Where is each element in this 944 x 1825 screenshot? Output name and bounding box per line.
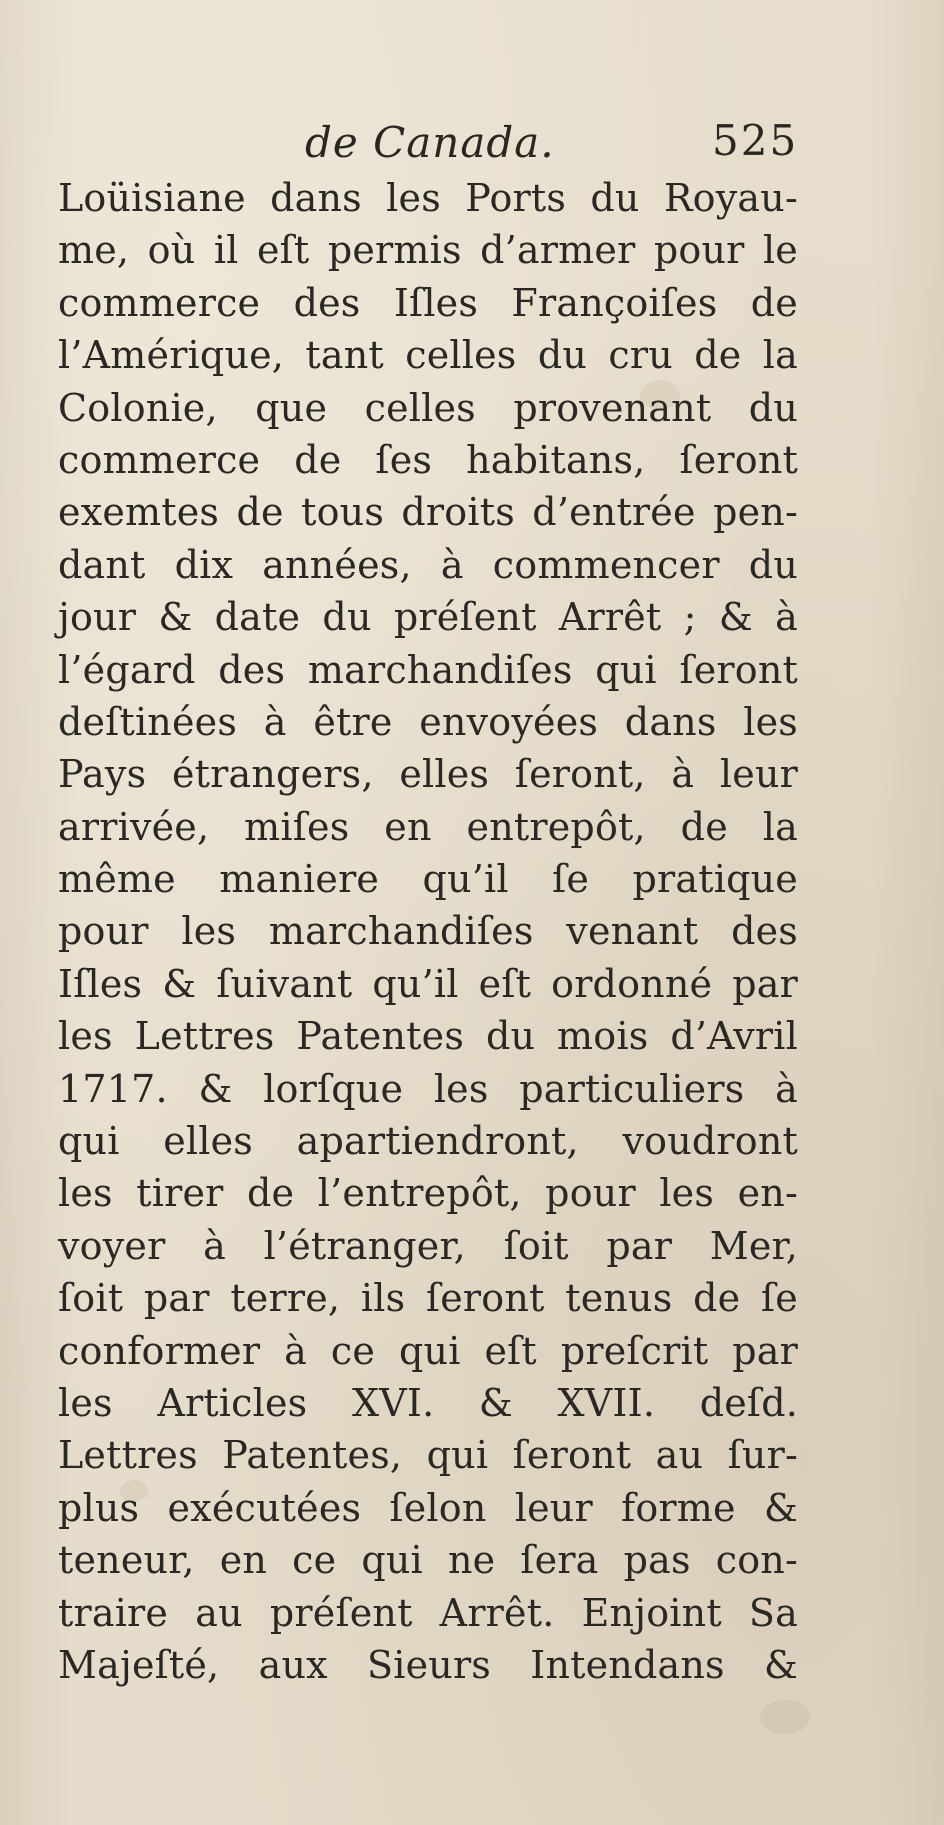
text-line: Pays étrangers, elles ſeront, à leur: [58, 752, 798, 797]
text-line: Colonie, que celles provenant du: [58, 385, 798, 430]
text-line: même maniere qu’il ſe pratique: [58, 857, 798, 902]
text-line: les Lettres Patentes du mois d’Avril: [58, 1014, 798, 1059]
text-line: Loüisiane dans les Ports du Royau-: [58, 176, 798, 220]
paper-stain: [760, 1700, 810, 1734]
text-line: exemtes de tous droits d’entrée pen-: [58, 490, 798, 535]
text-line: traire au préſent Arrêt. Enjoint Sa: [58, 1590, 798, 1635]
text-line: ſoit par terre, ils ſeront tenus de ſe: [58, 1276, 798, 1321]
text-line: qui elles apartiendront, voudront: [58, 1119, 798, 1164]
text-line: teneur, en ce qui ne ſera pas con-: [58, 1538, 798, 1583]
text-line: me, où il eſt permis d’armer pour le: [58, 228, 798, 273]
text-line: plus exécutées ſelon leur forme &: [58, 1485, 798, 1530]
page-number: 525: [712, 116, 799, 165]
text-line: Iſles & ſuivant qu’il eſt ordonné par: [58, 961, 798, 1006]
text-line: deſtinées à être envoyées dans les: [58, 699, 798, 744]
text-line: 1717. & lorſque les particuliers à: [58, 1066, 798, 1111]
text-line: les tirer de l’entrepôt, pour les en-: [58, 1171, 798, 1216]
text-line: pour les marchandiſes venant des: [58, 909, 798, 954]
text-line: commerce de ſes habitans, ſeront: [58, 437, 798, 482]
text-line: Lettres Patentes, qui ſeront au ſur-: [58, 1433, 798, 1478]
text-line: l’égard des marchandiſes qui ſeront: [58, 647, 798, 692]
body-text: [58, 172, 798, 1691]
text-line: commerce des Iſles Françoiſes de: [58, 280, 798, 325]
text-line: jour & date du préſent Arrêt ; & à: [58, 595, 798, 640]
text-line: les Articles XVI. & XVII. deſd.: [58, 1380, 798, 1425]
text-line: l’Amérique, tant celles du cru de la: [58, 333, 798, 378]
page-header: [0, 112, 944, 172]
text-line: dant dix années, à commencer du: [58, 542, 798, 587]
running-title: de Canada.: [305, 118, 555, 167]
text-line: conformer à ce qui eſt preſcrit par: [58, 1328, 798, 1373]
text-line: Majeſté, aux Sieurs Intendans &: [58, 1642, 798, 1687]
text-line: voyer à l’étranger, ſoit par Mer,: [58, 1223, 798, 1268]
text-line: arrivée, miſes en entrepôt, de la: [58, 804, 798, 849]
